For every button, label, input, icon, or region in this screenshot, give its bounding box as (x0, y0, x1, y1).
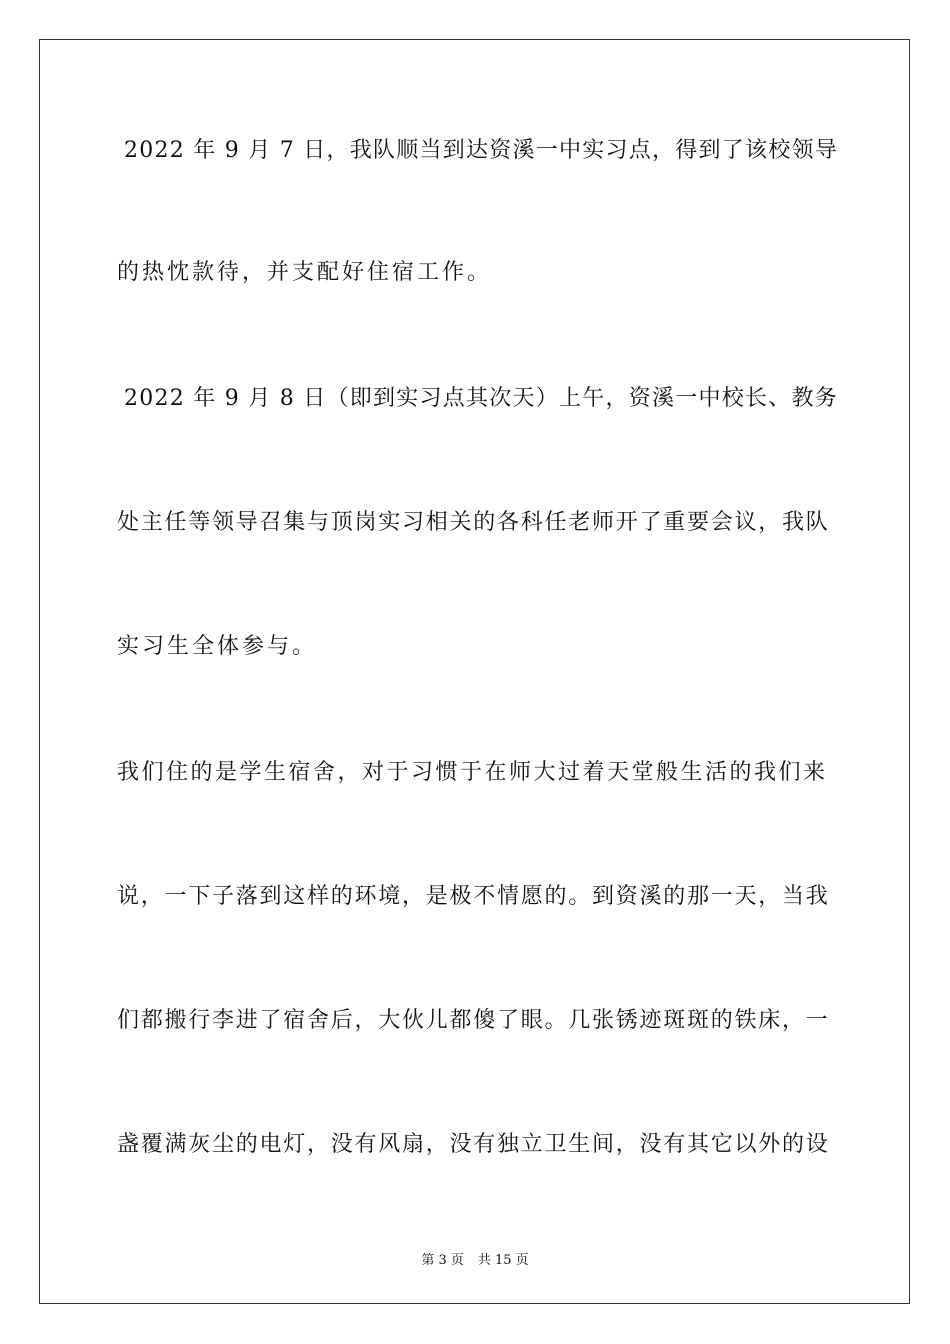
text-line-7: 说，一下子落到这样的环境，是极不情愿的。到资溪的那一天，当我 (117, 884, 830, 909)
text-line-2: 的热忱款待，并支配好住宿工作。 (117, 260, 493, 285)
text-line-8: 们都搬行李进了宿舍后，大伙儿都傻了眼。几张锈迹斑斑的铁床，一 (117, 1008, 830, 1033)
text-line-4: 处主任等领导召集与顶岗实习相关的各科任老师开了重要会议，我队 (117, 510, 830, 535)
text-line-6: 我们住的是学生宿舍，对于习惯于在师大过着天堂般生活的我们来 (117, 760, 828, 785)
page-footer (0, 1249, 950, 1268)
text-line-9: 盏覆满灰尘的电灯，没有风扇，没有独立卫生间，没有其它以外的设 (117, 1132, 830, 1157)
text-line-3: 2022 年 9 月 8 日（即到实习点其次天）上午，资溪一中校长、教务 (124, 386, 838, 411)
page-frame (39, 39, 910, 1304)
text-line-1: 2022 年 9 月 7 日，我队顺当到达资溪一中实习点，得到了该校领导 (124, 138, 838, 163)
page-total: 共 15 页 (477, 1253, 529, 1268)
page-number: 第 3 页 (421, 1253, 464, 1268)
text-line-5: 实习生全体参与。 (117, 634, 318, 659)
